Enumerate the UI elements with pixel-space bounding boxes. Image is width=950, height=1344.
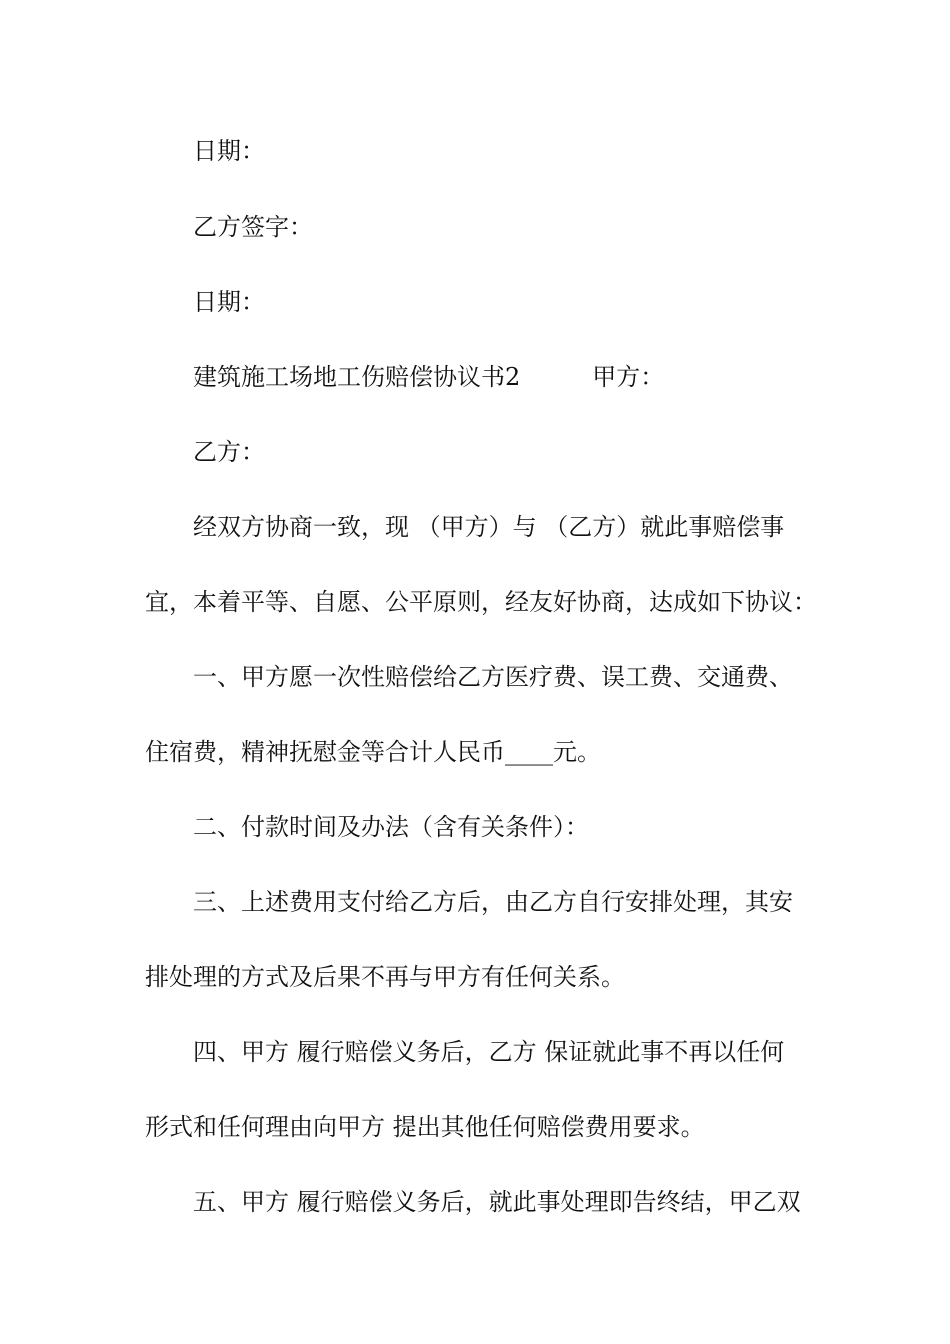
paragraph-intro-line-2: 宜，本着平等、自愿、公平原则，经友好协商，达成如下协议：	[145, 588, 817, 616]
clause-2-line-1: 二、付款时间及办法（含有关条件）：	[193, 813, 589, 841]
date-label-1: 日期：	[193, 137, 265, 165]
clause-4-line-1: 四、甲方 履行赔偿义务后，乙方 保证就此事不再以任何	[193, 1038, 785, 1066]
clause-3-line-1: 三、上述费用支付给乙方后，由乙方自行安排处理，其安	[193, 888, 793, 916]
clause-1-line-1: 一、甲方愿一次性赔偿给乙方医疗费、误工费、交通费、	[193, 663, 793, 691]
clause-1-line-2: 住宿费，精神抚慰金等合计人民币____元。	[145, 738, 601, 766]
clause-3-line-2: 排处理的方式及后果不再与甲方有任何关系。	[145, 963, 625, 991]
clause-5-line-1: 五、甲方 履行赔偿义务后，就此事处理即告终结，甲乙双	[193, 1188, 801, 1216]
clause-4-line-2: 形式和任何理由向甲方 提出其他任何赔偿费用要求。	[145, 1113, 705, 1141]
agreement-title-line: 建筑施工场地工伤赔偿协议书2 甲方：	[193, 363, 665, 391]
date-label-2: 日期：	[193, 288, 265, 316]
party-b-signature-label: 乙方签字：	[193, 213, 313, 241]
party-b-label: 乙方：	[193, 438, 265, 466]
paragraph-intro-line-1: 经双方协商一致，现 （甲方）与 （乙方）就此事赔偿事	[193, 513, 785, 541]
